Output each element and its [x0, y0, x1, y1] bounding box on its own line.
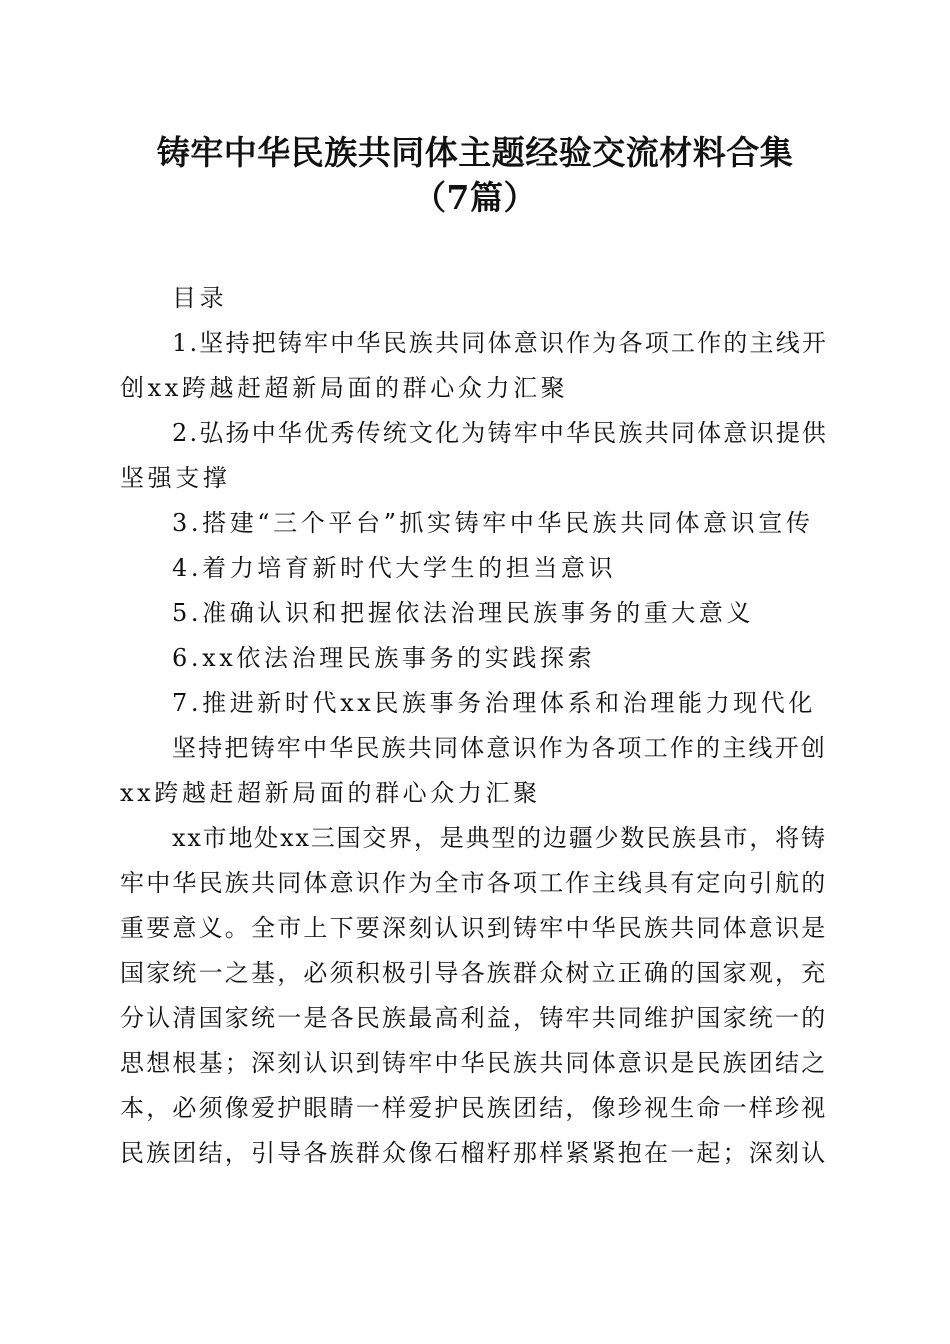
toc-item-2-line-2: 坚强支撑 — [120, 464, 231, 492]
paragraph-line: xx市地处xx三国交界，是典型的边疆少数民族县市，将铸 — [172, 824, 827, 852]
paragraph-line: 重要意义。全市上下要深刻认识到铸牢中华民族共同体意识是 — [120, 914, 828, 942]
paragraph-line: 思想根基；深刻认识到铸牢中华民族共同体意识是民族团结之 — [120, 1049, 828, 1077]
toc-item-7: 7.推进新时代xx民族事务治理体系和治理能力现代化 — [172, 689, 816, 717]
paragraph-line: 本，必须像爱护眼睛一样爱护民族团结，像珍视生命一样珍视 — [120, 1094, 828, 1122]
section-title-line-2: xx跨越赶超新局面的群心众力汇聚 — [120, 779, 541, 807]
toc-item-5: 5.准确认识和把握依法治理民族事务的重大意义 — [172, 599, 755, 627]
paragraph-line: 分认清国家统一是各民族最高利益，铸牢共同维护国家统一的 — [120, 1004, 828, 1032]
document-title — [110, 130, 840, 220]
paragraph-line: 国家统一之基，必须积极引导各族群众树立正确的国家观，充 — [120, 959, 828, 987]
paragraph-line: 牢中华民族共同体意识作为全市各项工作主线具有定向引航的 — [120, 869, 828, 897]
toc-item-1-line-1: 1.坚持把铸牢中华民族共同体意识作为各项工作的主线开 — [172, 329, 829, 357]
toc-item-6: 6.xx依法治理民族事务的实践探索 — [172, 644, 596, 672]
title-line-1: 铸牢中华民族共同体主题经验交流材料合集 — [156, 133, 794, 172]
toc-heading: 目录 — [172, 284, 228, 312]
document-body — [120, 276, 830, 1176]
toc-item-3: 3.搭建“三个平台”抓实铸牢中华民族共同体意识宣传 — [172, 509, 814, 537]
toc-item-2-line-1: 2.弘扬中华优秀传统文化为铸牢中华民族共同体意识提供 — [172, 419, 829, 447]
toc-item-1-line-2: 创xx跨越赶超新局面的群心众力汇聚 — [120, 374, 569, 402]
paragraph-line: 民族团结，引导各族群众像石榴籽那样紧紧抱在一起；深刻认 — [120, 1139, 828, 1167]
title-line-2: （7篇） — [413, 178, 537, 217]
toc-item-4: 4.着力培育新时代大学生的担当意识 — [172, 554, 617, 582]
section-title-line-1: 坚持把铸牢中华民族共同体意识作为各项工作的主线开创 — [172, 734, 827, 762]
